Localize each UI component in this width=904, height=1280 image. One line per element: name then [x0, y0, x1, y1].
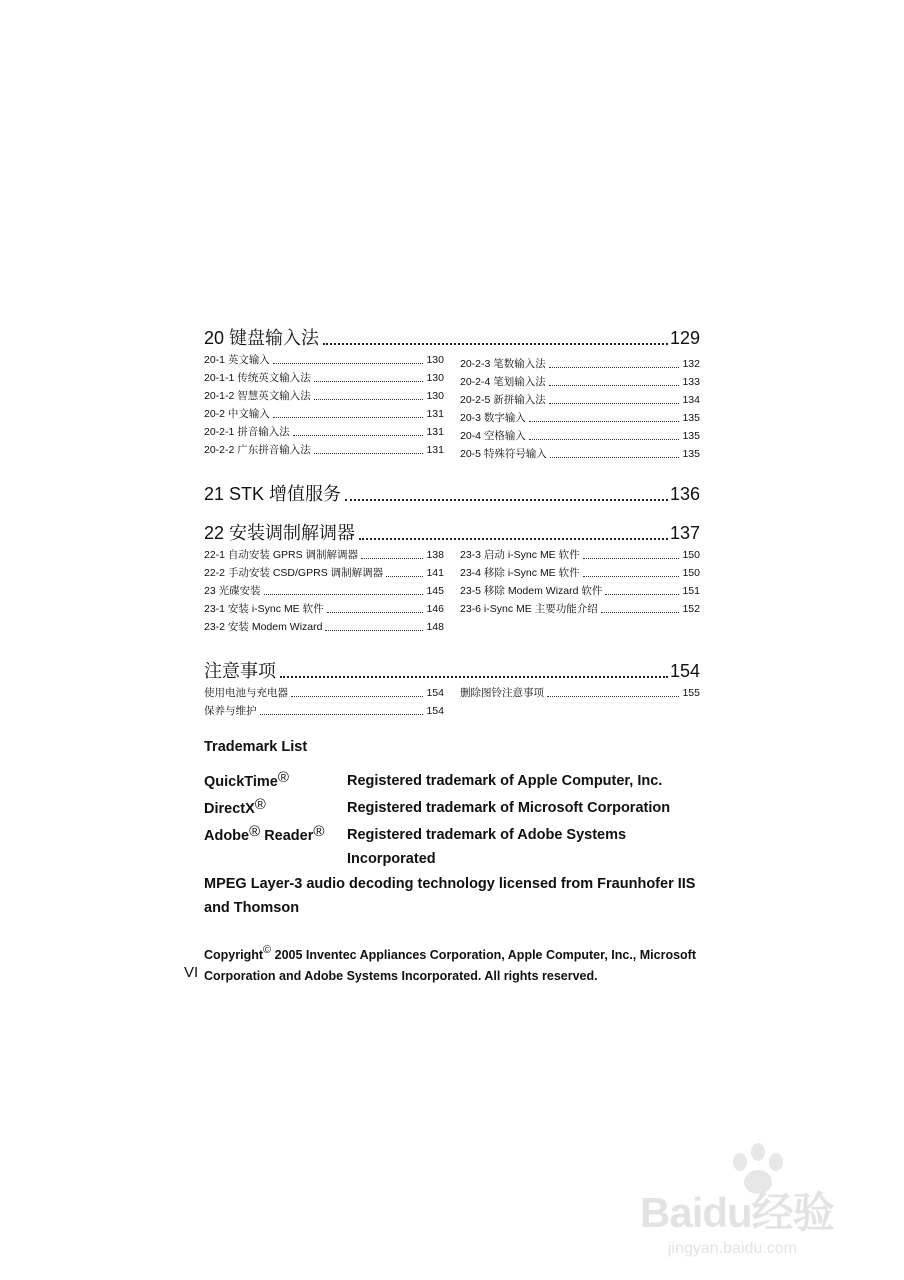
watermark-url: jingyan.baidu.com [668, 1240, 797, 1257]
toc-left-column [204, 351, 444, 463]
dot-leader [583, 576, 680, 577]
entry-page: 135 [682, 448, 700, 460]
entry-label: 23 光碟安装 [204, 585, 261, 597]
toc-section-heading[interactable] [204, 522, 700, 544]
toc-left-column [204, 684, 444, 720]
dot-leader [361, 558, 423, 559]
dot-leader [264, 594, 424, 595]
toc-section-20 [204, 327, 700, 463]
toc-entry[interactable] [204, 582, 444, 600]
dot-leader [547, 696, 679, 697]
trademark-row-adobe [204, 823, 704, 871]
dot-leader [605, 594, 679, 595]
section-page: 129 [669, 328, 700, 348]
entry-label: 使用电池与充电器 [204, 687, 288, 699]
entry-label: 20-2-4 笔划输入法 [460, 376, 546, 388]
baidu-watermark [640, 1140, 870, 1270]
dot-leader [314, 399, 424, 400]
trademark-term: DirectX® [204, 796, 266, 817]
toc-entry[interactable] [460, 546, 700, 564]
entry-page: 154 [426, 705, 444, 717]
toc-entry[interactable] [204, 702, 444, 720]
dot-leader [549, 403, 680, 404]
toc-entry[interactable] [204, 618, 444, 636]
entry-page: 146 [426, 603, 444, 615]
section-page: 137 [669, 523, 700, 543]
trademark-list-title: Trademark List [204, 739, 308, 755]
trademark-description: Registered trademark of Apple Computer, Inc. [347, 773, 663, 789]
toc-section-heading[interactable] [204, 483, 700, 505]
toc-entry[interactable] [204, 684, 444, 702]
dot-leader [386, 576, 423, 577]
entry-page: 130 [426, 354, 444, 366]
entry-label: 23-3 启动 i-Sync ME 软件 [460, 549, 580, 561]
dot-leader [325, 630, 423, 631]
dot-leader [280, 676, 668, 678]
entry-label: 20-1-2 智慧英文输入法 [204, 390, 311, 402]
toc-entry[interactable] [460, 445, 700, 463]
entry-label: 22-1 自动安装 GPRS 调制解调器 [204, 549, 359, 561]
toc-right-column [460, 684, 700, 720]
dot-leader [293, 435, 424, 436]
dot-leader [601, 612, 680, 613]
section-title: 22 安装调制解调器 [204, 523, 356, 543]
toc-entry[interactable] [460, 355, 700, 373]
entry-label: 20-2-1 拼音输入法 [204, 426, 290, 438]
entry-label: 20-1 英文输入 [204, 354, 270, 366]
dot-leader [550, 457, 680, 458]
entry-page: 138 [426, 549, 444, 561]
dot-leader [359, 538, 668, 540]
entry-label: 23-2 安装 Modem Wizard [204, 621, 323, 633]
dot-leader [583, 558, 680, 559]
toc-entry[interactable] [460, 600, 700, 618]
toc-entry[interactable] [204, 405, 444, 423]
trademark-description: Registered trademark of Adobe Systems Incorporated [347, 827, 627, 867]
toc-right-column [460, 546, 700, 636]
toc-section-22 [204, 522, 700, 636]
entry-page: 155 [682, 687, 700, 699]
section-page: 136 [669, 484, 700, 504]
toc-entry[interactable] [204, 441, 444, 459]
toc-entry[interactable] [204, 387, 444, 405]
entry-page: 132 [682, 358, 700, 370]
dot-leader [549, 367, 680, 368]
toc-section-heading[interactable] [204, 327, 700, 349]
entry-label: 20-3 数字输入 [460, 412, 526, 424]
entry-page: 133 [682, 376, 700, 388]
dot-leader [327, 612, 424, 613]
toc-entry[interactable] [460, 582, 700, 600]
toc-entry[interactable] [460, 409, 700, 427]
entry-label: 20-2 中文输入 [204, 408, 270, 420]
watermark-brand: Baidu经验 [640, 1189, 834, 1236]
entry-label: 20-2-2 广东拼音输入法 [204, 444, 311, 456]
toc-entry[interactable] [204, 546, 444, 564]
dot-leader [345, 499, 668, 501]
trademark-row-quicktime [204, 769, 704, 793]
entry-label: 20-2-3 笔数输入法 [460, 358, 546, 370]
entry-page: 152 [682, 603, 700, 615]
dot-leader [314, 453, 424, 454]
toc-entry[interactable] [204, 423, 444, 441]
dot-leader [273, 417, 424, 418]
toc-section-notes [204, 660, 700, 720]
trademark-description: Registered trademark of Microsoft Corporation [347, 800, 671, 816]
toc-entry[interactable] [204, 369, 444, 387]
entry-page: 130 [426, 390, 444, 402]
toc-entry[interactable] [460, 684, 700, 702]
entry-page: 150 [682, 567, 700, 579]
toc-left-column [204, 546, 444, 636]
dot-leader [314, 381, 424, 382]
toc-entry[interactable] [204, 351, 444, 369]
trademark-term: Adobe® Reader® [204, 823, 325, 844]
toc-entry[interactable] [460, 391, 700, 409]
section-page: 154 [669, 661, 700, 681]
dot-leader [260, 714, 424, 715]
entry-page: 135 [682, 412, 700, 424]
toc-section-21 [204, 483, 700, 505]
entry-page: 151 [682, 585, 700, 597]
trademark-row-directx [204, 796, 704, 820]
section-title: 20 键盘输入法 [204, 328, 320, 348]
entry-page: 141 [426, 567, 444, 579]
entry-page: 131 [426, 426, 444, 438]
toc-entry[interactable] [460, 427, 700, 445]
entry-page: 154 [426, 687, 444, 699]
dot-leader [273, 363, 424, 364]
section-title: 注意事项 [204, 661, 276, 681]
entry-label: 23-5 移除 Modem Wizard 软件 [460, 585, 603, 597]
page-number: VI [184, 964, 199, 981]
toc-entry[interactable] [460, 373, 700, 391]
entry-label: 保养与维护 [204, 705, 257, 717]
copyright-notice: Copyright© 2005 Inventec Appliances Corporation, Apple Computer, Inc., Microsoft Corporation and Adobe Systems Incorporated. All rights reserved. [204, 944, 696, 983]
entry-label: 23-6 i-Sync ME 主要功能介绍 [460, 603, 598, 615]
entry-label: 23-4 移除 i-Sync ME 软件 [460, 567, 580, 579]
dot-leader [529, 439, 680, 440]
entry-page: 135 [682, 430, 700, 442]
entry-page: 148 [426, 621, 444, 633]
toc-right-column [460, 351, 700, 463]
entry-label: 22-2 手动安装 CSD/GPRS 调制解调器 [204, 567, 384, 579]
entry-label: 20-5 特殊符号输入 [460, 448, 547, 460]
dot-leader [549, 385, 680, 386]
entry-label: 删除图铃注意事项 [460, 687, 544, 699]
entry-label: 23-1 安装 i-Sync ME 软件 [204, 603, 324, 615]
entry-page: 130 [426, 372, 444, 384]
dot-leader [323, 343, 668, 345]
toc-entry[interactable] [460, 564, 700, 582]
toc-entry[interactable] [204, 600, 444, 618]
entry-page: 131 [426, 408, 444, 420]
entry-label: 20-4 空格输入 [460, 430, 526, 442]
trademark-term: QuickTime® [204, 769, 289, 790]
entry-page: 134 [682, 394, 700, 406]
entry-page: 131 [426, 444, 444, 456]
entry-page: 150 [682, 549, 700, 561]
toc-section-heading[interactable] [204, 660, 700, 682]
dot-leader [291, 696, 423, 697]
entry-page: 145 [426, 585, 444, 597]
mpeg-license-text: MPEG Layer-3 audio decoding technology licensed from Fraunhofer IIS and Thomson [204, 876, 696, 916]
entry-label: 20-1-1 传统英文输入法 [204, 372, 311, 384]
entry-label: 20-2-5 新拼输入法 [460, 394, 546, 406]
dot-leader [529, 421, 680, 422]
toc-entry[interactable] [204, 564, 444, 582]
section-title: 21 STK 增值服务 [204, 484, 342, 504]
